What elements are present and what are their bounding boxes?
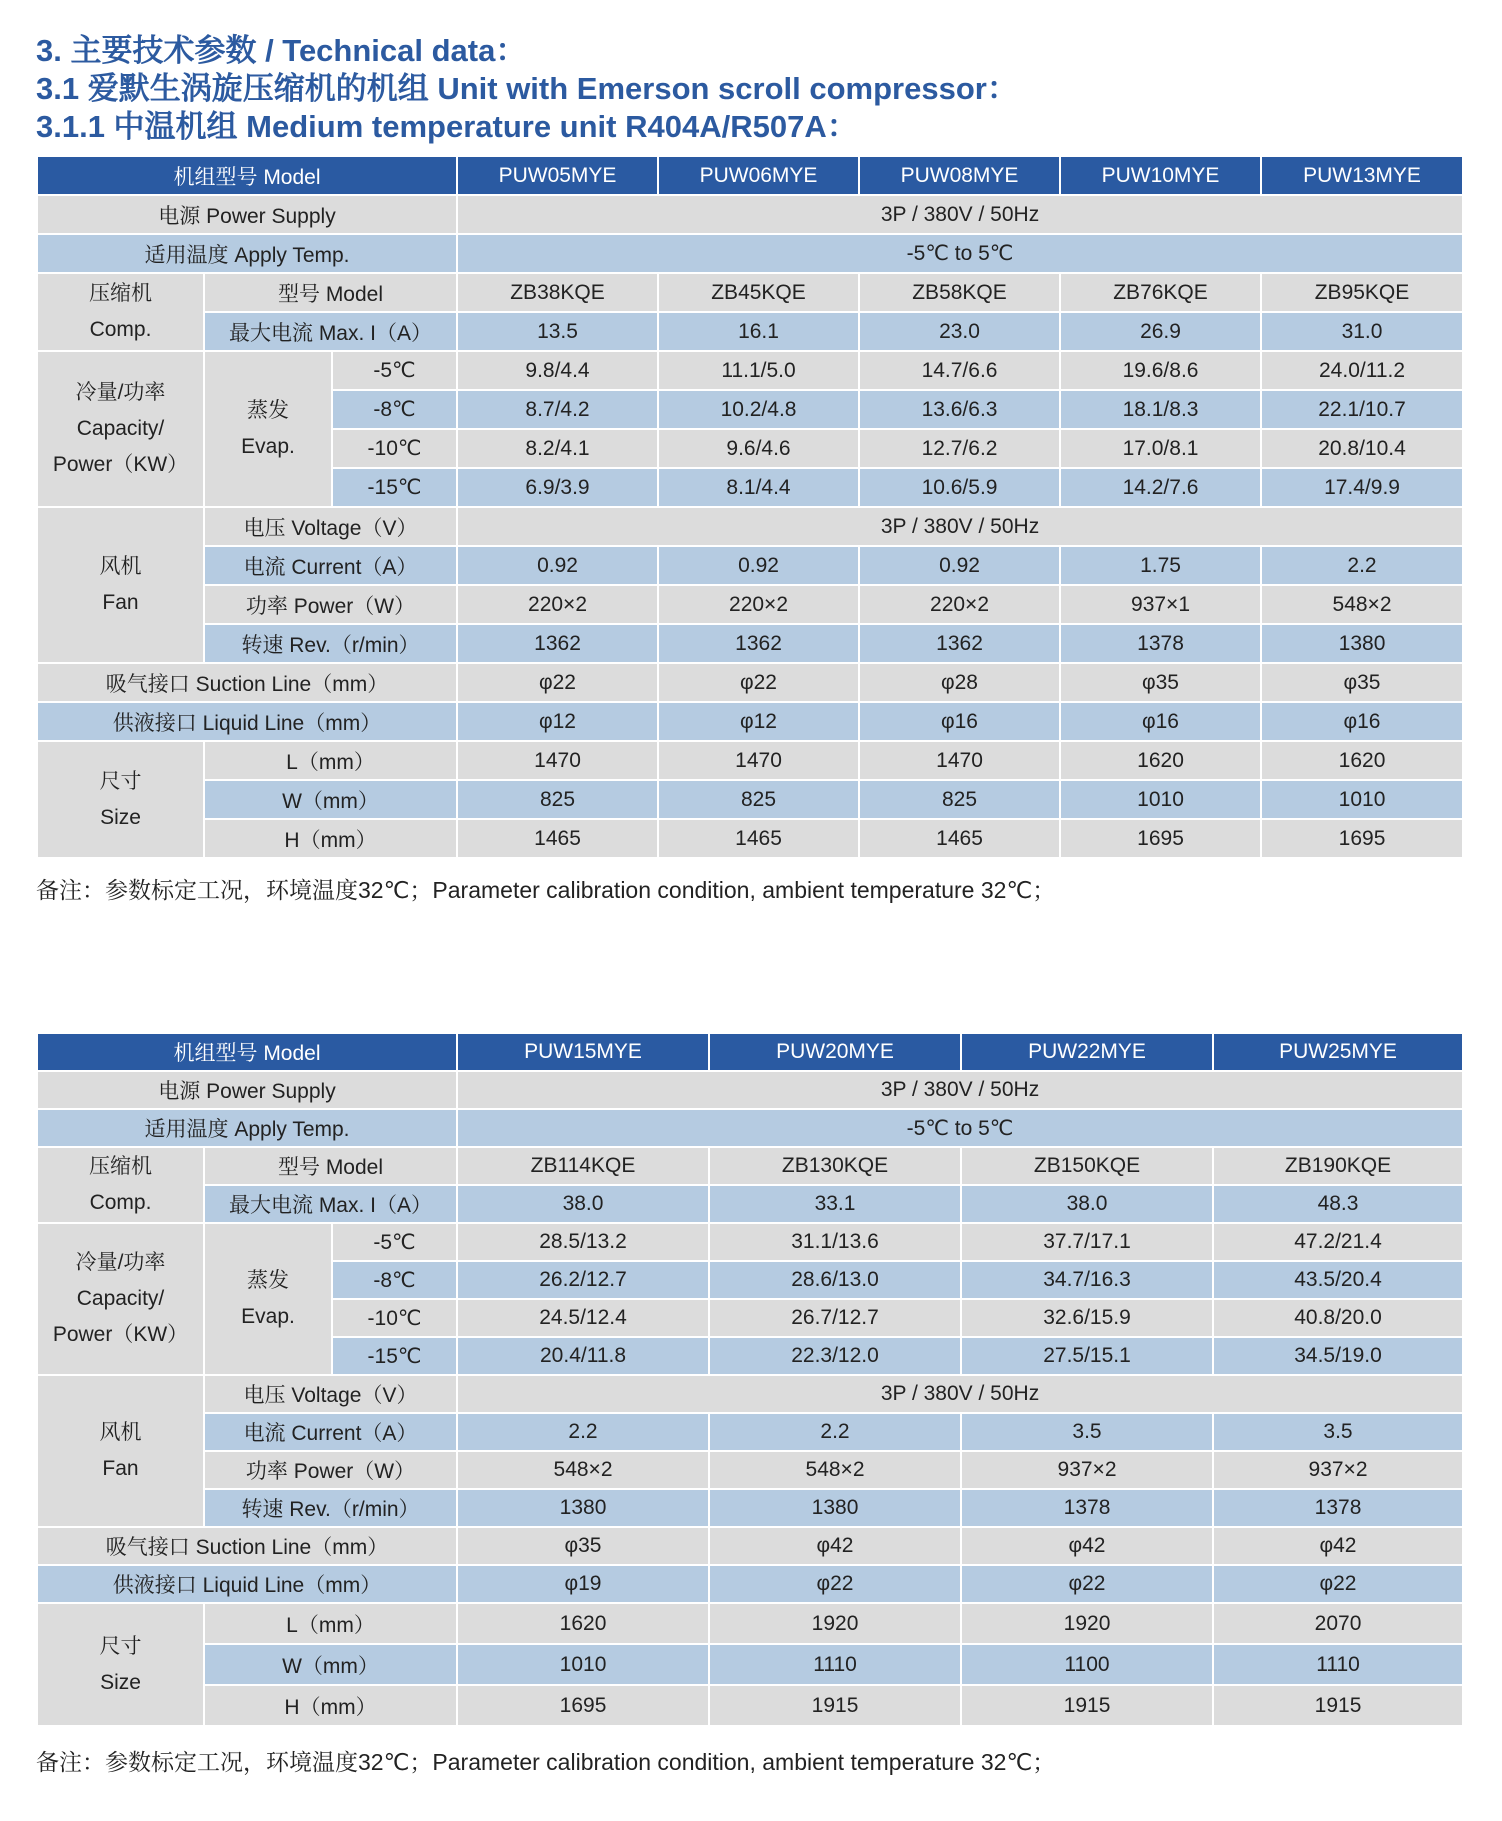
comp-current-value: 38.0 — [961, 1185, 1213, 1223]
size-w-value: 825 — [658, 780, 859, 819]
model-name: PUW20MYE — [709, 1033, 961, 1071]
capacity-value: 20.4/11.8 — [457, 1337, 709, 1375]
fan-current-row — [37, 546, 1463, 585]
liquid-value: φ22 — [961, 1565, 1213, 1603]
fan-power-value: 937×2 — [1213, 1451, 1463, 1489]
fan-rev-value: 1378 — [1060, 624, 1261, 663]
comp-current-label: 最大电流 Max. I（A） — [204, 1185, 457, 1223]
size-h-value: 1915 — [961, 1685, 1213, 1726]
capacity-value: 19.6/8.6 — [1060, 351, 1261, 390]
capacity-value: 13.6/6.3 — [859, 390, 1060, 429]
liquid-value: φ12 — [658, 702, 859, 741]
evap-temp-label: -8℃ — [332, 390, 457, 429]
suction-value: φ35 — [1060, 663, 1261, 702]
size-en: Size — [100, 1670, 141, 1694]
comp-current-value: 16.1 — [658, 312, 859, 351]
liquid-row — [37, 1565, 1463, 1603]
suction-value: φ28 — [859, 663, 1060, 702]
fan-rev-row — [37, 624, 1463, 663]
liquid-value: φ19 — [457, 1565, 709, 1603]
comp-model-value: ZB190KQE — [1213, 1147, 1463, 1185]
fan-current-value: 0.92 — [658, 546, 859, 585]
capacity-cn: 冷量/功率 — [75, 381, 166, 404]
capacity-row — [37, 1223, 1463, 1261]
fan-power-value: 548×2 — [1261, 585, 1463, 624]
capacity-row — [37, 351, 1463, 390]
size-en: Size — [100, 805, 141, 829]
evap-en: Evap. — [241, 1305, 295, 1328]
suction-value: φ35 — [457, 1527, 709, 1565]
evap-group-label — [204, 351, 332, 507]
size-w-value: 1010 — [1261, 780, 1463, 819]
power-supply-value: 3P / 380V / 50Hz — [457, 195, 1463, 234]
comp-current-row — [37, 1185, 1463, 1223]
size-group-label — [37, 1603, 204, 1726]
liquid-value: φ16 — [1060, 702, 1261, 741]
apply-temp-label: 适用温度 Apply Temp. — [37, 234, 457, 273]
capacity-value: 28.5/13.2 — [457, 1223, 709, 1261]
size-w-value: 1010 — [1060, 780, 1261, 819]
model-name: PUW22MYE — [961, 1033, 1213, 1071]
capacity-value: 40.8/20.0 — [1213, 1299, 1463, 1337]
suction-value: φ22 — [658, 663, 859, 702]
fan-power-value: 937×1 — [1060, 585, 1261, 624]
size-l-label: L（mm） — [204, 741, 457, 780]
capacity-value: 26.7/12.7 — [709, 1299, 961, 1337]
capacity-value: 32.6/15.9 — [961, 1299, 1213, 1337]
fan-rev-value: 1362 — [859, 624, 1060, 663]
capacity-value: 6.9/3.9 — [457, 468, 658, 507]
capacity-value: 14.7/6.6 — [859, 351, 1060, 390]
size-h-value: 1465 — [658, 819, 859, 858]
capacity-value: 37.7/17.1 — [961, 1223, 1213, 1261]
size-h-row — [37, 819, 1463, 858]
size-l-value: 1470 — [457, 741, 658, 780]
fan-rev-value: 1380 — [457, 1489, 709, 1527]
fan-current-value: 2.2 — [457, 1413, 709, 1451]
capacity-value: 34.5/19.0 — [1213, 1337, 1463, 1375]
suction-label: 吸气接口 Suction Line（mm） — [37, 1527, 457, 1565]
size-l-row — [37, 741, 1463, 780]
capacity-value: 34.7/16.3 — [961, 1261, 1213, 1299]
fan-voltage-value: 3P / 380V / 50Hz — [457, 507, 1463, 546]
comp-current-label: 最大电流 Max. I（A） — [204, 312, 457, 351]
fan-power-value: 220×2 — [859, 585, 1060, 624]
size-l-value: 2070 — [1213, 1603, 1463, 1644]
fan-rev-label: 转速 Rev.（r/min） — [204, 624, 457, 663]
capacity-value: 20.8/10.4 — [1261, 429, 1463, 468]
model-name: PUW15MYE — [457, 1033, 709, 1071]
suction-row — [37, 1527, 1463, 1565]
suction-value: φ42 — [1213, 1527, 1463, 1565]
comp-current-value: 48.3 — [1213, 1185, 1463, 1223]
capacity-value: 9.8/4.4 — [457, 351, 658, 390]
fan-rev-value: 1380 — [1261, 624, 1463, 663]
size-l-value: 1470 — [859, 741, 1060, 780]
comp-model-row — [37, 273, 1463, 312]
capacity-value: 8.2/4.1 — [457, 429, 658, 468]
comp-cn: 压缩机 — [89, 1155, 152, 1178]
comp-cn: 压缩机 — [89, 282, 152, 305]
fan-current-value: 3.5 — [961, 1413, 1213, 1451]
spec-table-1 — [36, 155, 1464, 859]
size-h-value: 1915 — [1213, 1685, 1463, 1726]
comp-model-value: ZB95KQE — [1261, 273, 1463, 312]
capacity-value: 9.6/4.6 — [658, 429, 859, 468]
fan-current-value: 2.2 — [709, 1413, 961, 1451]
capacity-value: 8.7/4.2 — [457, 390, 658, 429]
comp-model-value: ZB114KQE — [457, 1147, 709, 1185]
comp-model-value: ZB38KQE — [457, 273, 658, 312]
fan-voltage-value: 3P / 380V / 50Hz — [457, 1375, 1463, 1413]
fan-current-row — [37, 1413, 1463, 1451]
size-w-value: 825 — [859, 780, 1060, 819]
size-h-row — [37, 1685, 1463, 1726]
comp-current-value: 38.0 — [457, 1185, 709, 1223]
liquid-value: φ16 — [859, 702, 1060, 741]
size-w-label: W（mm） — [204, 780, 457, 819]
size-h-value: 1915 — [709, 1685, 961, 1726]
power-supply-label: 电源 Power Supply — [37, 1071, 457, 1109]
apply-temp-value: -5℃ to 5℃ — [457, 1109, 1463, 1147]
fan-current-value: 2.2 — [1261, 546, 1463, 585]
fan-power-value: 937×2 — [961, 1451, 1213, 1489]
capacity-value: 43.5/20.4 — [1213, 1261, 1463, 1299]
capacity-value: 47.2/21.4 — [1213, 1223, 1463, 1261]
size-h-value: 1465 — [457, 819, 658, 858]
fan-power-label: 功率 Power（W） — [204, 585, 457, 624]
comp-current-value: 33.1 — [709, 1185, 961, 1223]
evap-temp-label: -15℃ — [332, 468, 457, 507]
capacity-cn: 冷量/功率 — [75, 1251, 166, 1274]
model-name: PUW25MYE — [1213, 1033, 1463, 1071]
evap-cn: 蒸发 — [247, 399, 289, 422]
size-h-value: 1695 — [457, 1685, 709, 1726]
fan-current-label: 电流 Current（A） — [204, 1413, 457, 1451]
fan-cn: 风机 — [99, 555, 142, 578]
compressor-group-label — [37, 273, 204, 351]
comp-model-label: 型号 Model — [204, 1147, 457, 1185]
comp-current-row — [37, 312, 1463, 351]
apply-temp-row — [37, 234, 1463, 273]
fan-current-value: 3.5 — [1213, 1413, 1463, 1451]
power-supply-row — [37, 195, 1463, 234]
fan-rev-value: 1378 — [1213, 1489, 1463, 1527]
capacity-value: 31.1/13.6 — [709, 1223, 961, 1261]
size-h-value: 1695 — [1060, 819, 1261, 858]
fan-power-value: 220×2 — [457, 585, 658, 624]
liquid-value: φ16 — [1261, 702, 1463, 741]
footnote: 备注：参数标定工况，环境温度32℃；Parameter calibration condition, ambient temperature 32℃； — [36, 1749, 1056, 1775]
size-cn: 尺寸 — [99, 769, 142, 793]
spec-table-2 — [36, 1032, 1464, 1727]
fan-rev-label: 转速 Rev.（r/min） — [204, 1489, 457, 1527]
size-h-label: H（mm） — [204, 819, 457, 858]
capacity-value: 27.5/15.1 — [961, 1337, 1213, 1375]
size-l-value: 1620 — [1060, 741, 1261, 780]
fan-cn: 风机 — [99, 1421, 142, 1444]
capacity-value: 22.1/10.7 — [1261, 390, 1463, 429]
evap-temp-label: -8℃ — [332, 1261, 457, 1299]
comp-en: Comp. — [89, 1191, 152, 1214]
fan-current-label: 电流 Current（A） — [204, 546, 457, 585]
liquid-value: φ22 — [709, 1565, 961, 1603]
capacity-en: Capacity/ — [76, 1287, 165, 1310]
capacity-group-label — [37, 351, 204, 507]
size-l-value: 1620 — [1261, 741, 1463, 780]
suction-label: 吸气接口 Suction Line（mm） — [37, 663, 457, 702]
fan-en: Fan — [102, 591, 139, 614]
size-w-value: 1010 — [457, 1644, 709, 1685]
capacity-value: 26.2/12.7 — [457, 1261, 709, 1299]
liquid-value: φ12 — [457, 702, 658, 741]
fan-voltage-label: 电压 Voltage（V） — [204, 1375, 457, 1413]
liquid-row — [37, 702, 1463, 741]
evap-temp-label: -10℃ — [332, 1299, 457, 1337]
comp-current-value: 26.9 — [1060, 312, 1261, 351]
size-w-label: W（mm） — [204, 1644, 457, 1685]
capacity-unit: Power（KW） — [52, 1323, 189, 1346]
capacity-value: 28.6/13.0 — [709, 1261, 961, 1299]
fan-power-value: 548×2 — [457, 1451, 709, 1489]
comp-model-value: ZB76KQE — [1060, 273, 1261, 312]
size-l-value: 1470 — [658, 741, 859, 780]
fan-current-value: 0.92 — [457, 546, 658, 585]
capacity-value: 8.1/4.4 — [658, 468, 859, 507]
fan-voltage-row — [37, 507, 1463, 546]
model-label: 机组型号 Model — [37, 1033, 457, 1071]
footnote: 备注：参数标定工况，环境温度32℃；Parameter calibration condition, ambient temperature 32℃； — [36, 877, 1056, 903]
heading-technical-data: 3. 主要技术参数 / Technical data： — [36, 33, 527, 68]
fan-power-row — [37, 1451, 1463, 1489]
comp-current-value: 23.0 — [859, 312, 1060, 351]
evap-group-label — [204, 1223, 332, 1375]
size-l-value: 1920 — [709, 1603, 961, 1644]
size-l-label: L（mm） — [204, 1603, 457, 1644]
model-name: PUW10MYE — [1060, 156, 1261, 195]
fan-rev-row — [37, 1489, 1463, 1527]
evap-temp-label: -10℃ — [332, 429, 457, 468]
capacity-value: 24.0/11.2 — [1261, 351, 1463, 390]
capacity-value: 22.3/12.0 — [709, 1337, 961, 1375]
comp-model-label: 型号 Model — [204, 273, 457, 312]
size-cn: 尺寸 — [99, 1634, 142, 1658]
fan-voltage-row — [37, 1375, 1463, 1413]
capacity-value: 10.6/5.9 — [859, 468, 1060, 507]
evap-temp-label: -5℃ — [332, 1223, 457, 1261]
liquid-value: φ22 — [1213, 1565, 1463, 1603]
fan-rev-value: 1378 — [961, 1489, 1213, 1527]
fan-en: Fan — [102, 1457, 139, 1480]
size-w-row — [37, 780, 1463, 819]
capacity-unit: Power（KW） — [52, 453, 189, 476]
capacity-value: 11.1/5.0 — [658, 351, 859, 390]
apply-temp-label: 适用温度 Apply Temp. — [37, 1109, 457, 1147]
power-supply-value: 3P / 380V / 50Hz — [457, 1071, 1463, 1109]
capacity-value: 14.2/7.6 — [1060, 468, 1261, 507]
size-l-value: 1620 — [457, 1603, 709, 1644]
comp-model-value: ZB45KQE — [658, 273, 859, 312]
power-supply-label: 电源 Power Supply — [37, 195, 457, 234]
liquid-label: 供液接口 Liquid Line（mm） — [37, 1565, 457, 1603]
size-h-value: 1465 — [859, 819, 1060, 858]
comp-model-value: ZB130KQE — [709, 1147, 961, 1185]
size-l-value: 1920 — [961, 1603, 1213, 1644]
model-header-row — [37, 156, 1463, 195]
suction-value: φ35 — [1261, 663, 1463, 702]
evap-en: Evap. — [241, 435, 295, 458]
apply-temp-row — [37, 1109, 1463, 1147]
fan-power-row — [37, 585, 1463, 624]
suction-value: φ22 — [457, 663, 658, 702]
capacity-value: 18.1/8.3 — [1060, 390, 1261, 429]
power-supply-row — [37, 1071, 1463, 1109]
size-w-value: 1110 — [709, 1644, 961, 1685]
fan-rev-value: 1362 — [658, 624, 859, 663]
size-h-label: H（mm） — [204, 1685, 457, 1726]
evap-cn: 蒸发 — [247, 1269, 289, 1292]
model-name: PUW05MYE — [457, 156, 658, 195]
fan-power-label: 功率 Power（W） — [204, 1451, 457, 1489]
compressor-group-label — [37, 1147, 204, 1223]
comp-model-row — [37, 1147, 1463, 1185]
size-w-row — [37, 1644, 1463, 1685]
comp-model-value: ZB58KQE — [859, 273, 1060, 312]
model-name: PUW06MYE — [658, 156, 859, 195]
fan-rev-value: 1362 — [457, 624, 658, 663]
fan-power-value: 220×2 — [658, 585, 859, 624]
size-l-row — [37, 1603, 1463, 1644]
capacity-en: Capacity/ — [76, 417, 165, 440]
capacity-value: 17.4/9.9 — [1261, 468, 1463, 507]
comp-current-value: 13.5 — [457, 312, 658, 351]
suction-row — [37, 663, 1463, 702]
fan-current-value: 1.75 — [1060, 546, 1261, 585]
suction-value: φ42 — [961, 1527, 1213, 1565]
model-name: PUW08MYE — [859, 156, 1060, 195]
capacity-group-label — [37, 1223, 204, 1375]
heading-emerson-unit: 3.1 爱默生涡旋压缩机的机组 Unit with Emerson scroll compressor： — [36, 71, 1018, 106]
section-headings — [36, 32, 1018, 146]
suction-value: φ42 — [709, 1527, 961, 1565]
model-header-row — [37, 1033, 1463, 1071]
apply-temp-value: -5℃ to 5℃ — [457, 234, 1463, 273]
fan-current-value: 0.92 — [859, 546, 1060, 585]
capacity-value: 10.2/4.8 — [658, 390, 859, 429]
comp-current-value: 31.0 — [1261, 312, 1463, 351]
capacity-value: 24.5/12.4 — [457, 1299, 709, 1337]
fan-rev-value: 1380 — [709, 1489, 961, 1527]
model-label: 机组型号 Model — [37, 156, 457, 195]
size-w-value: 1110 — [1213, 1644, 1463, 1685]
fan-group-label — [37, 1375, 204, 1527]
size-h-value: 1695 — [1261, 819, 1463, 858]
heading-medium-temp-unit: 3.1.1 中温机组 Medium temperature unit R404A/R507A： — [36, 109, 858, 144]
comp-model-value: ZB150KQE — [961, 1147, 1213, 1185]
size-w-value: 1100 — [961, 1644, 1213, 1685]
model-name: PUW13MYE — [1261, 156, 1463, 195]
liquid-label: 供液接口 Liquid Line（mm） — [37, 702, 457, 741]
fan-group-label — [37, 507, 204, 663]
fan-voltage-label: 电压 Voltage（V） — [204, 507, 457, 546]
size-group-label — [37, 741, 204, 858]
evap-temp-label: -15℃ — [332, 1337, 457, 1375]
capacity-value: 12.7/6.2 — [859, 429, 1060, 468]
comp-en: Comp. — [89, 318, 152, 341]
capacity-value: 17.0/8.1 — [1060, 429, 1261, 468]
evap-temp-label: -5℃ — [332, 351, 457, 390]
size-w-value: 825 — [457, 780, 658, 819]
fan-power-value: 548×2 — [709, 1451, 961, 1489]
